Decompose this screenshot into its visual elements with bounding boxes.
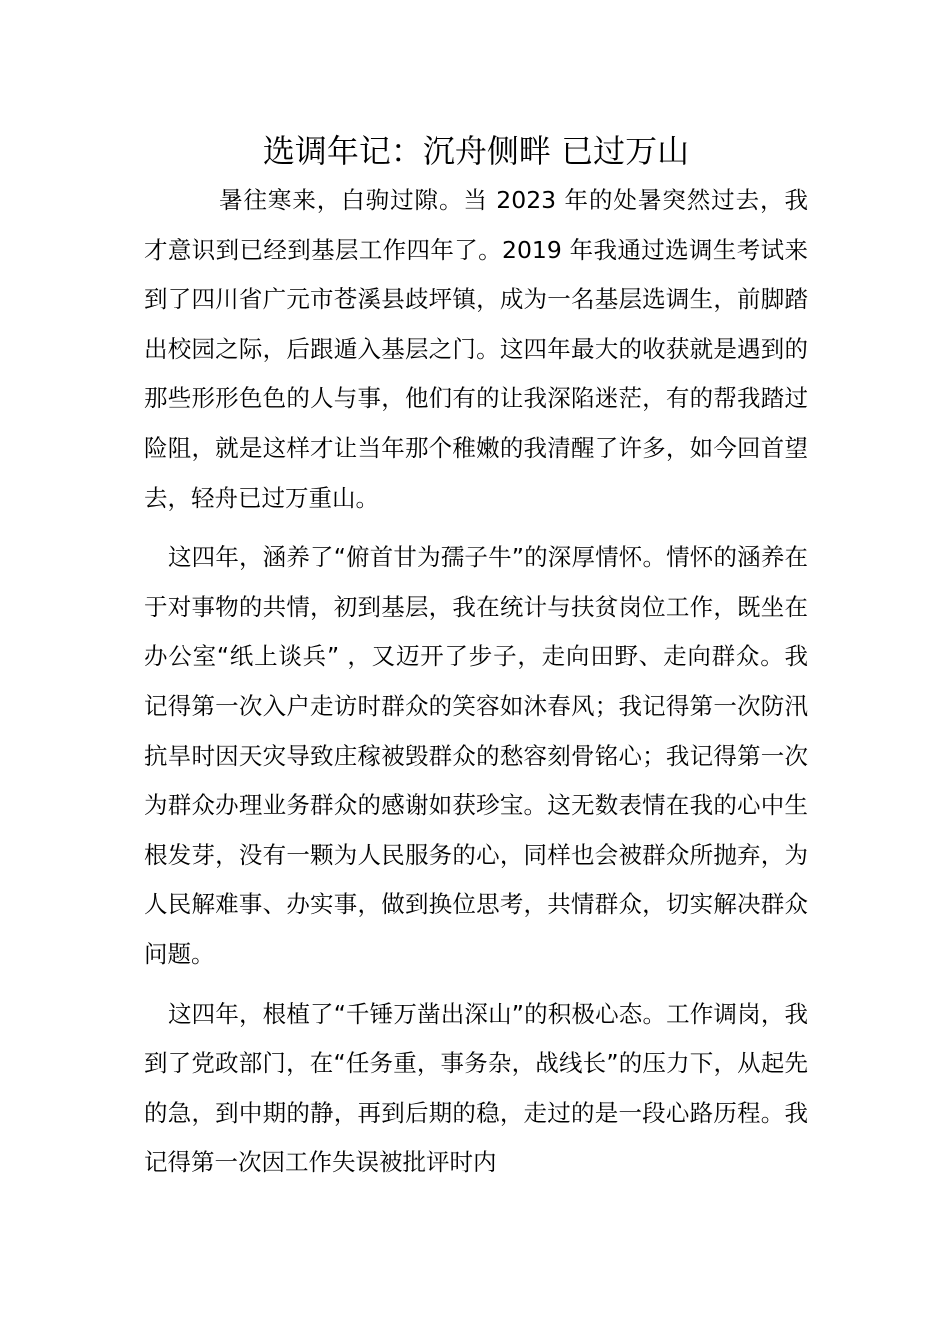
paragraph-2: 这四年，涵养了“俯首甘为孺子牛”的深厚情怀。情怀的涵养在于对事物的共情，初到基层，我在统计与扶贫岗位工作，既坐在办公室“纸上谈兵” ，又迈开了步子，走向田野、走向群众。我记得第一次入户走访时群众的笑容如沐春风；我记得第一次防汛抗旱时因天灾导致庄稼被毁群众的愁容刻骨铭心；我记得第一次为群众办理业务群众的感谢如获珍宝。这无数表情在我的心中生根发芽，没有一颗为人民服务的心，同样也会被群众所抛弃，为人民解难事、办实事，做到换位思考，共情群众，切实解决群众问题。: [144, 543, 808, 968]
document-title: 选调年记：沉舟侧畔 已过万山: [262, 132, 690, 170]
paragraph-1: 暑往寒来，白驹过隙。当 2023 年的处暑突然过去，我才意识到已经到基层工作四年了。2019 年我通过选调生考试来到了四川省广元市苍溪县歧坪镇，成为一名基层选调生，前脚踏出校园之际，后跟遁入基层之门。这四年最大的收获就是遇到的那些形形色色的人与事，他们有的让我深陷迷茫，有的帮我踏过险阻，就是这样才让当年那个稚嫩的我清醒了许多，如今回首望去，轻舟已过万重山。: [144, 186, 808, 512]
paragraph-3: 这四年，根植了“千锤万凿出深山”的积极心态。工作调岗，我到了党政部门，在“任务重，事务杂，战线长”的压力下，从起先的急，到中期的静，再到后期的稳，走过的是一段心路历程。我记得第一次因工作失误被批评时内: [144, 999, 808, 1177]
document-page: [144, 126, 808, 1188]
